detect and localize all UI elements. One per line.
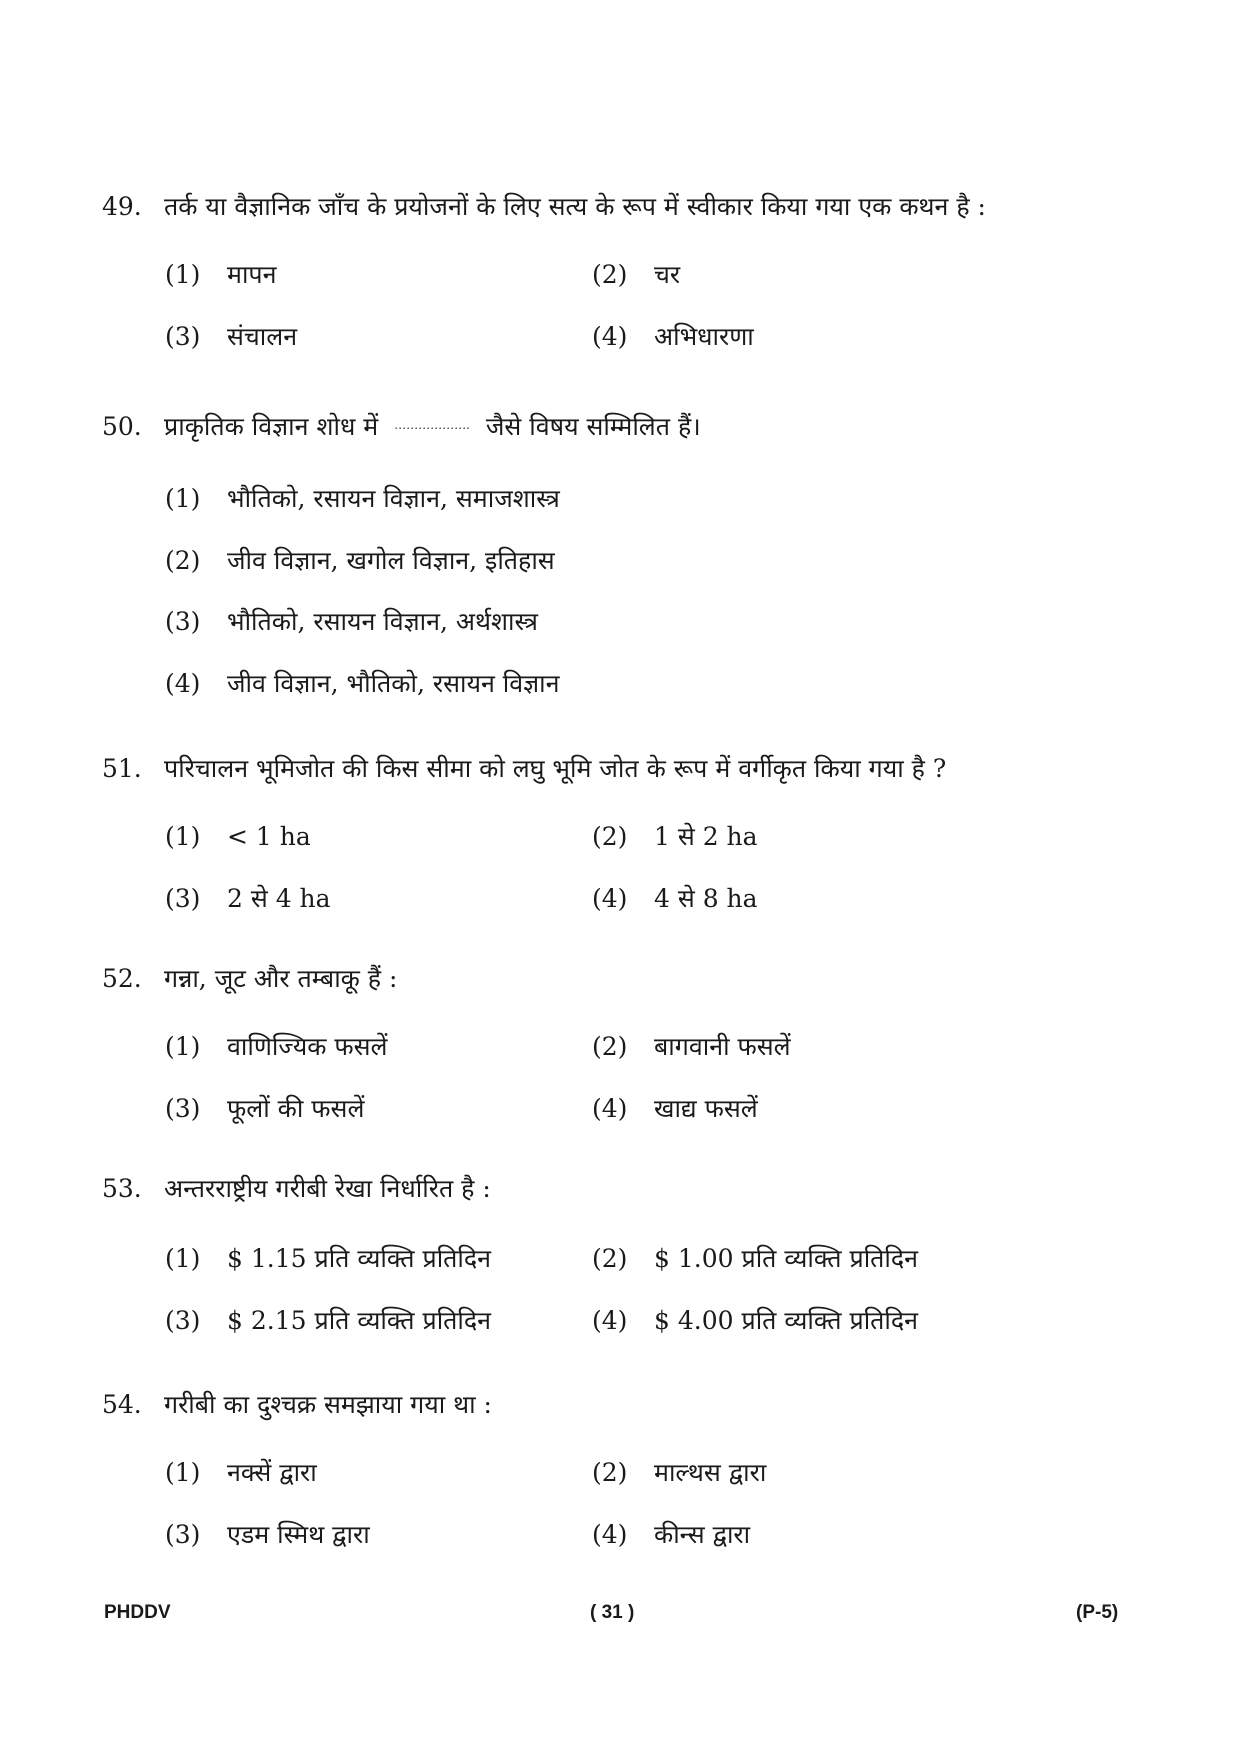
option-text: जीव विज्ञान, भौतिको, रसायन विज्ञान xyxy=(227,669,560,698)
option-number: (4) xyxy=(592,884,628,913)
option xyxy=(165,667,560,701)
question-number: 50. xyxy=(102,412,142,441)
option-text: खाद्य फसलें xyxy=(654,1094,758,1123)
option xyxy=(165,820,311,854)
option-text: संचालन xyxy=(227,322,298,351)
option-text: $ 1.00 प्रति व्यक्ति प्रतिदिन xyxy=(654,1244,919,1273)
option-number: (3) xyxy=(165,1306,201,1335)
option-text: वाणिज्यिक फसलें xyxy=(227,1032,388,1061)
option xyxy=(592,1092,758,1126)
option-number: (1) xyxy=(165,260,201,289)
option-number: (1) xyxy=(165,1244,201,1273)
question-49 xyxy=(102,190,1142,224)
question-text-after: जैसे विषय सम्मिलित हैं। xyxy=(485,412,701,441)
question-text: गरीबी का दुश्चक्र समझाया गया था : xyxy=(164,1390,492,1419)
option-text: फूलों की फसलें xyxy=(227,1094,365,1123)
option-text: जीव विज्ञान, खगोल विज्ञान, इतिहास xyxy=(227,546,555,575)
option-text: एडम स्मिथ द्वारा xyxy=(227,1520,370,1549)
question-50 xyxy=(102,408,1142,444)
option xyxy=(592,258,680,292)
option-text: $ 2.15 प्रति व्यक्ति प्रतिदिन xyxy=(227,1306,492,1335)
option xyxy=(592,882,758,916)
option xyxy=(165,544,555,578)
option-number: (4) xyxy=(165,669,201,698)
question-text: तर्क या वैज्ञानिक जाँच के प्रयोजनों के लिए सत्य के रूप में स्वीकार किया गया एक कथन है : xyxy=(164,192,986,221)
option-text: नक्सें द्वारा xyxy=(227,1458,317,1487)
option-text: कीन्स द्वारा xyxy=(654,1520,751,1549)
option xyxy=(165,1030,387,1064)
option-text: माल्थस द्वारा xyxy=(654,1458,767,1487)
question-text-before: प्राकृतिक विज्ञान शोध में xyxy=(164,412,379,441)
option-text: $ 4.00 प्रति व्यक्ति प्रतिदिन xyxy=(654,1306,919,1335)
option-text: 1 से 2 ha xyxy=(654,822,758,851)
option xyxy=(165,882,331,916)
option-number: (2) xyxy=(592,1458,628,1487)
option-number: (2) xyxy=(592,822,628,851)
option-text: भौतिको, रसायन विज्ञान, समाजशास्त्र xyxy=(227,484,560,513)
paper-code: (P-5) xyxy=(1076,1602,1119,1623)
option xyxy=(165,605,538,639)
option-number: (3) xyxy=(165,1094,201,1123)
option xyxy=(165,1092,364,1126)
question-51 xyxy=(102,752,1142,786)
option-number: (1) xyxy=(165,1458,201,1487)
option-number: (2) xyxy=(592,1244,628,1273)
option xyxy=(592,1030,791,1064)
option xyxy=(165,1242,491,1276)
option-number: (4) xyxy=(592,1094,628,1123)
question-54 xyxy=(102,1388,1142,1422)
option-text: बागवानी फसलें xyxy=(654,1032,791,1061)
option-number: (3) xyxy=(165,607,201,636)
question-text: गन्ना, जूट और तम्बाकू हैं : xyxy=(164,964,398,993)
question-number: 51. xyxy=(102,754,142,783)
option-number: (3) xyxy=(165,1520,201,1549)
option-number: (3) xyxy=(165,884,201,913)
question-number: 49. xyxy=(102,192,142,221)
option-number: (3) xyxy=(165,322,201,351)
question-52 xyxy=(102,962,1142,996)
option xyxy=(165,1456,317,1490)
blank-dots: ………………. xyxy=(394,418,470,432)
option-number: (2) xyxy=(165,546,201,575)
option-text: $ 1.15 प्रति व्यक्ति प्रतिदिन xyxy=(227,1244,492,1273)
option-text: चर xyxy=(654,260,681,289)
option-number: (2) xyxy=(592,260,628,289)
option-number: (4) xyxy=(592,322,628,351)
option xyxy=(165,1304,491,1338)
option-text: 2 से 4 ha xyxy=(227,884,331,913)
option xyxy=(592,1304,918,1338)
option-number: (2) xyxy=(592,1032,628,1061)
question-text: परिचालन भूमिजोत की किस सीमा को लघु भूमि जोत के रूप में वर्गीकृत किया गया है ? xyxy=(164,754,947,783)
option-text: 4 से 8 ha xyxy=(654,884,758,913)
option xyxy=(592,320,754,354)
question-number: 52. xyxy=(102,964,142,993)
option-number: (4) xyxy=(592,1306,628,1335)
option-number: (1) xyxy=(165,484,201,513)
option xyxy=(165,1518,370,1552)
option xyxy=(165,482,560,516)
option-text: < 1 ha xyxy=(227,822,311,851)
question-53 xyxy=(102,1172,1142,1206)
option-text: मापन xyxy=(227,260,277,289)
option xyxy=(592,820,758,854)
option-number: (1) xyxy=(165,822,201,851)
option xyxy=(592,1242,918,1276)
option xyxy=(165,320,297,354)
option-number: (1) xyxy=(165,1032,201,1061)
option xyxy=(592,1456,766,1490)
page-number: ( 31 ) xyxy=(590,1602,635,1623)
option-text: अभिधारणा xyxy=(654,322,754,351)
question-number: 53. xyxy=(102,1174,142,1203)
option xyxy=(165,258,277,292)
option-number: (4) xyxy=(592,1520,628,1549)
question-text: अन्तरराष्ट्रीय गरीबी रेखा निर्धारित है : xyxy=(164,1174,491,1203)
option xyxy=(592,1518,750,1552)
question-number: 54. xyxy=(102,1390,142,1419)
footer-code: PHDDV xyxy=(104,1602,171,1623)
option-text: भौतिको, रसायन विज्ञान, अर्थशास्त्र xyxy=(227,607,538,636)
